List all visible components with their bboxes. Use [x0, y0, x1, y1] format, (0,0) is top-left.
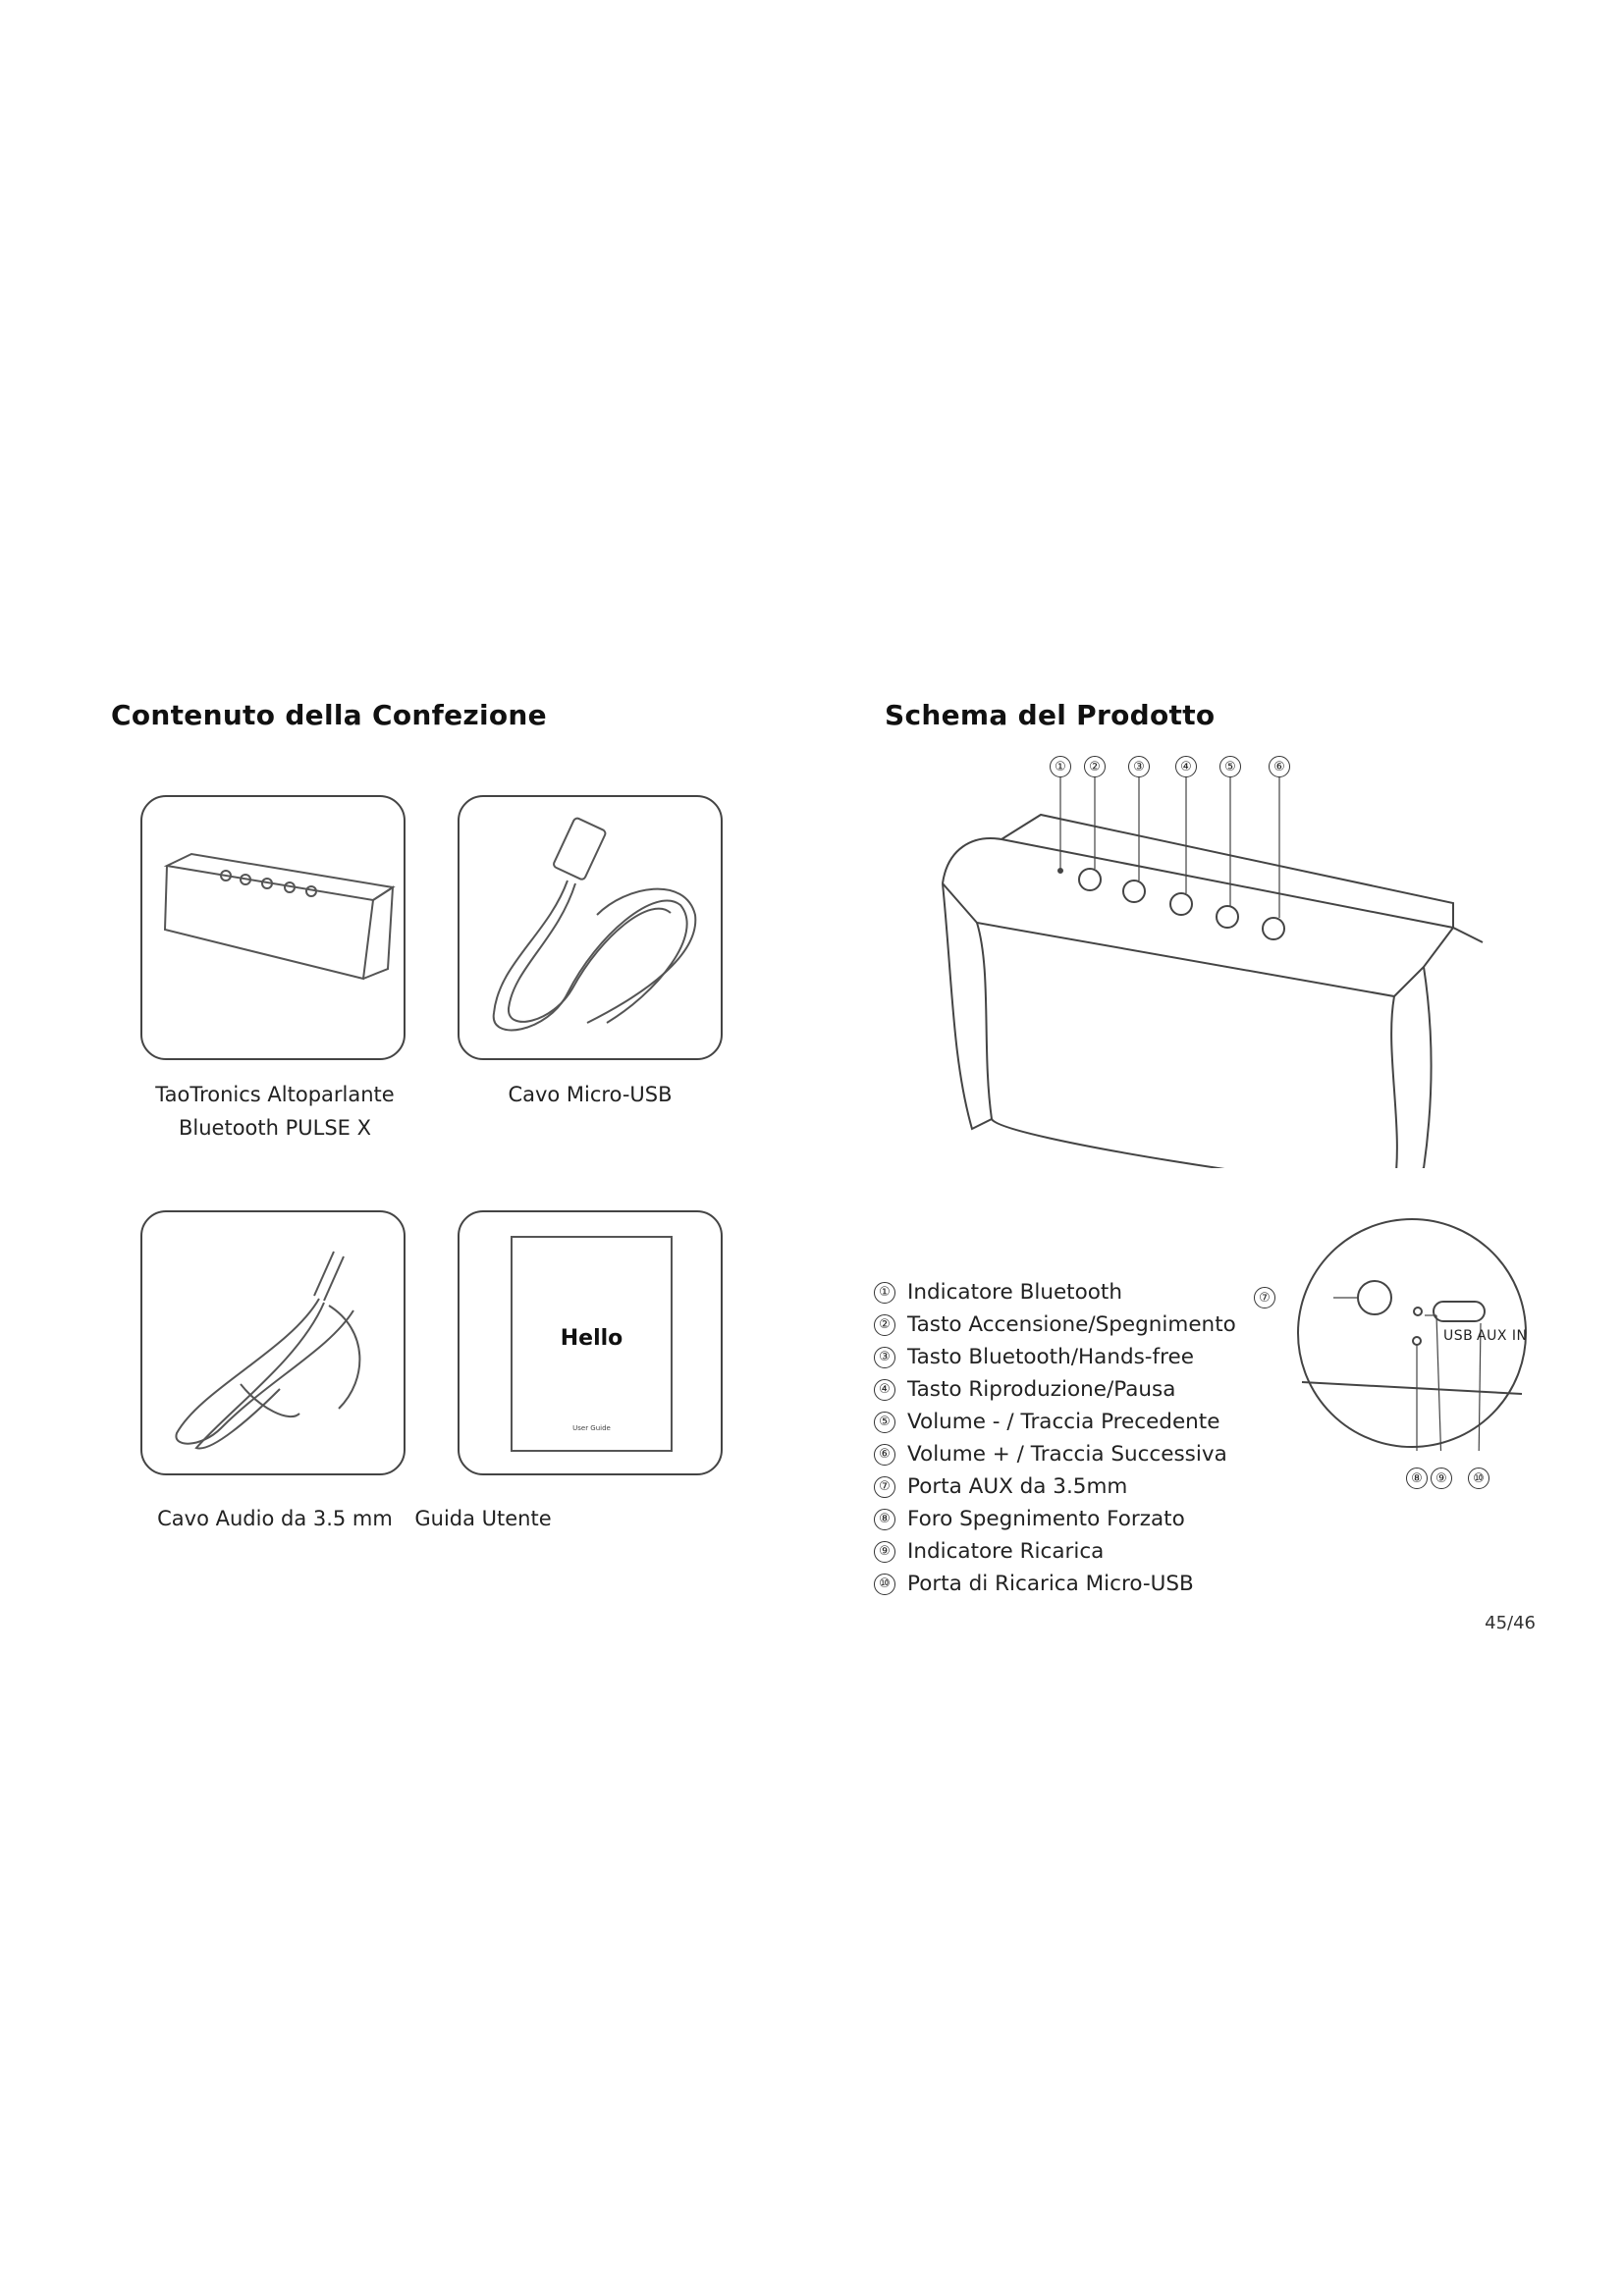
product-diagram	[933, 756, 1561, 1168]
legend-num: ⑩	[874, 1574, 895, 1595]
callout-1: ①	[1050, 756, 1071, 777]
legend-row	[874, 1341, 1236, 1373]
caption-speaker-line1: TaoTronics Altoparlante	[155, 1083, 395, 1106]
caption-audio-cable-text: Cavo Audio da 3.5 mm	[157, 1507, 393, 1530]
caption-user-guide-text: Guida Utente	[414, 1507, 552, 1530]
legend-text: Volume + / Traccia Successiva	[907, 1442, 1227, 1467]
legend-text: Tasto Bluetooth/Hands-free	[907, 1345, 1194, 1369]
legend-row	[874, 1535, 1236, 1568]
legend-text: Foro Spegnimento Forzato	[907, 1507, 1185, 1531]
audio-cable-illustration	[142, 1212, 406, 1475]
caption-audio-cable	[128, 1502, 422, 1535]
legend-row	[874, 1438, 1236, 1470]
legend-num: ⑦	[874, 1476, 895, 1498]
speaker-illustration	[142, 797, 406, 1060]
callout-3: ③	[1128, 756, 1150, 777]
legend-num: ⑤	[874, 1412, 895, 1433]
callout-4: ④	[1175, 756, 1197, 777]
caption-speaker-line2: Bluetooth PULSE X	[178, 1116, 371, 1140]
caption-user-guide	[385, 1502, 581, 1535]
user-guide-booklet	[511, 1236, 673, 1452]
legend-num: ⑧	[874, 1509, 895, 1530]
legend-row	[874, 1406, 1236, 1438]
legend-row	[874, 1373, 1236, 1406]
port-label-usb: USB	[1443, 1328, 1474, 1344]
audio-cable-image-box	[140, 1210, 406, 1475]
port-label-aux: AUX IN	[1477, 1328, 1528, 1344]
callout-2: ②	[1084, 756, 1106, 777]
legend-row	[874, 1276, 1236, 1308]
caption-speaker	[118, 1078, 432, 1145]
usb-cable-illustration	[460, 797, 723, 1060]
legend-num: ②	[874, 1314, 895, 1336]
legend-text: Indicatore Ricarica	[907, 1539, 1105, 1564]
caption-usb-cable	[458, 1078, 723, 1111]
user-guide-image-box	[458, 1210, 723, 1475]
diagram-legend	[874, 1276, 1236, 1600]
user-guide-cover-title: Hello	[560, 1326, 623, 1351]
legend-text: Tasto Riproduzione/Pausa	[907, 1377, 1176, 1402]
callout-7: ⑦	[1254, 1287, 1275, 1308]
usb-cable-image-box	[458, 795, 723, 1060]
legend-num: ⑥	[874, 1444, 895, 1466]
legend-text: Indicatore Bluetooth	[907, 1280, 1122, 1305]
callout-10: ⑩	[1468, 1468, 1489, 1489]
legend-row	[874, 1503, 1236, 1535]
legend-row	[874, 1568, 1236, 1600]
page-number: 45/46	[1485, 1613, 1536, 1633]
callout-9: ⑨	[1431, 1468, 1452, 1489]
legend-num: ④	[874, 1379, 895, 1401]
callout-8: ⑧	[1406, 1468, 1428, 1489]
legend-row	[874, 1308, 1236, 1341]
legend-num: ⑨	[874, 1541, 895, 1563]
legend-text: Tasto Accensione/Spegnimento	[907, 1312, 1236, 1337]
legend-row	[874, 1470, 1236, 1503]
section-title-diagram: Schema del Prodotto	[885, 699, 1216, 731]
caption-usb-cable-line1: Cavo Micro-USB	[508, 1083, 673, 1106]
legend-text: Porta AUX da 3.5mm	[907, 1474, 1128, 1499]
section-title-contents: Contenuto della Confezione	[111, 699, 547, 731]
callout-6: ⑥	[1269, 756, 1290, 777]
legend-text: Porta di Ricarica Micro-USB	[907, 1572, 1194, 1596]
legend-num: ③	[874, 1347, 895, 1368]
user-guide-cover-small: User Guide	[572, 1424, 611, 1432]
speaker-image-box	[140, 795, 406, 1060]
legend-text: Volume - / Traccia Precedente	[907, 1410, 1220, 1434]
callout-5: ⑤	[1219, 756, 1241, 777]
legend-num: ①	[874, 1282, 895, 1304]
